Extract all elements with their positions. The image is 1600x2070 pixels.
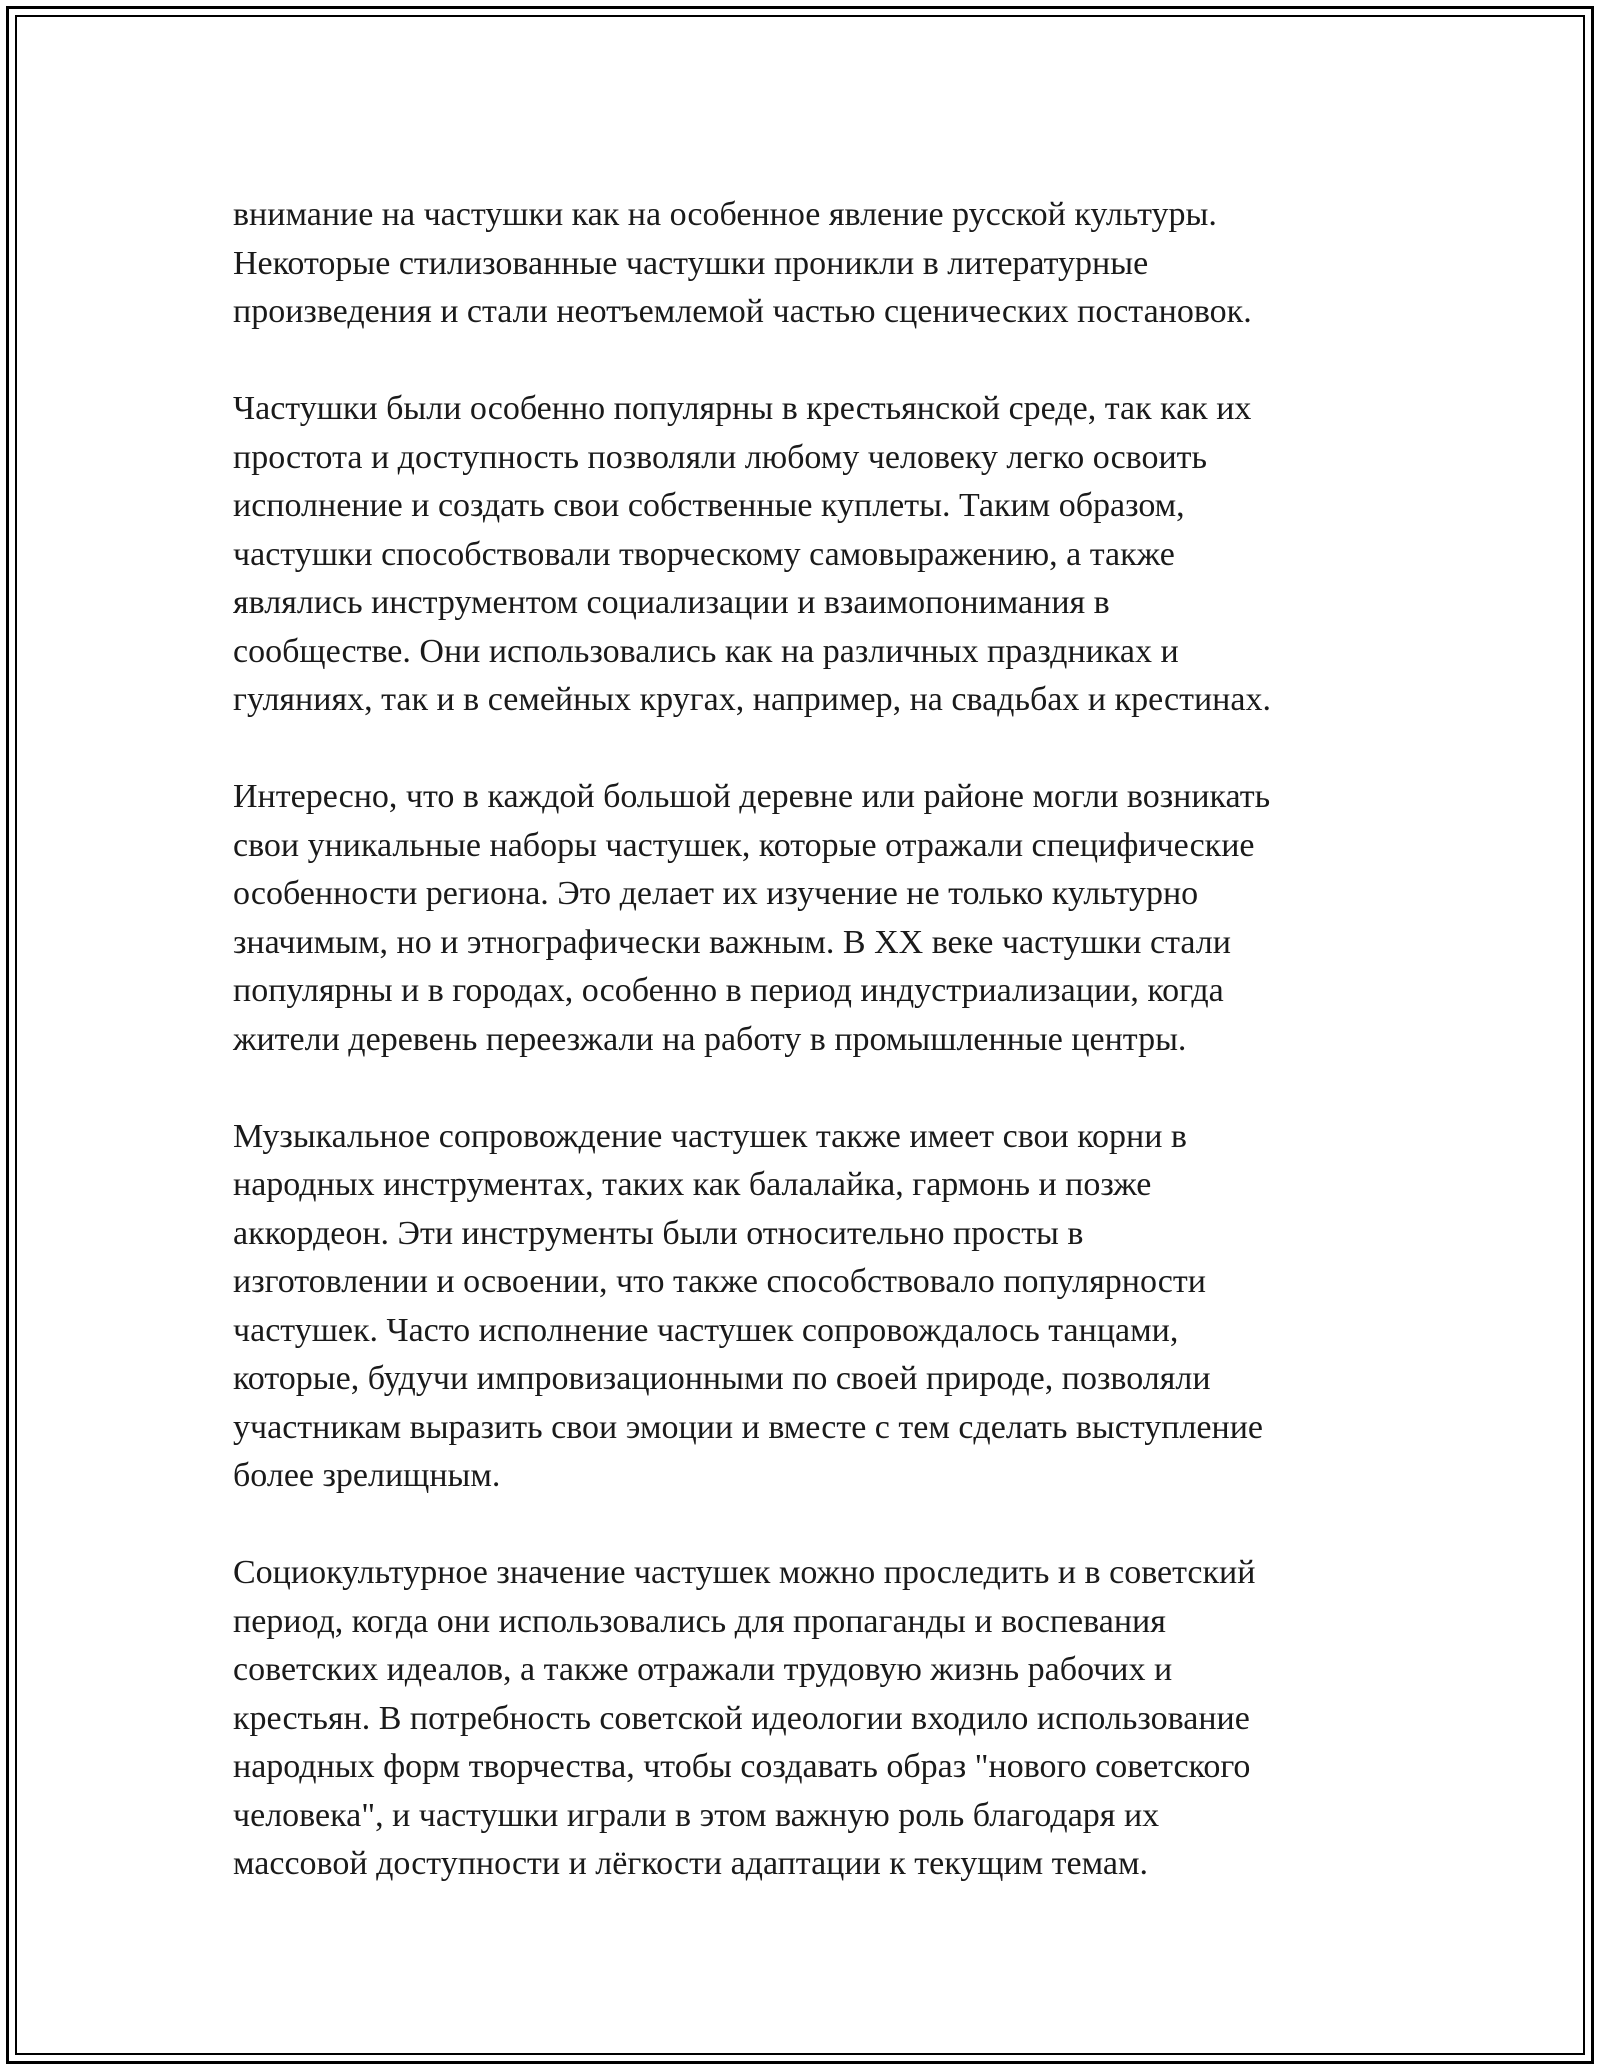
paragraph-3: Интересно, что в каждой большой деревне или районе могли возникать свои уникальные наборы частушек, которые отражали специфические особенности региона. Это делает их изучение не только культурно значимым, но и этнографически важным. В XX веке частушки стали популярны и в городах, особенно в период индустриализации, когда жители деревень переезжали на работу в промышленные центры. (233, 778, 1271, 1058)
paragraph-5: Социокультурное значение частушек можно проследить и в советский период, когда они использовались для пропаганды и воспевания советских идеалов, а также отражали трудовую жизнь рабочих и крестьян. В потребность советской идеологии входило использование народных форм творчества, чтобы создавать образ "нового советского человека", и частушки играли в этом важную роль благодаря их массовой доступности и лёгкости адаптации к текущим темам. (233, 1554, 1256, 1882)
paragraph-4: Музыкальное сопровождение частушек также имеет свои корни в народных инструментах, таких как балалайка, гармонь и позже аккордеон. Эти инструменты были относительно просты в изготовлении и освоении, что также способствовало популярности частушек. Часто исполнение частушек сопровождалось танцами, которые, будучи импровизационными по своей природе, позволяли участникам выразить свои эмоции и вместе с тем сделать выступление более зрелищным. (233, 1117, 1263, 1494)
document-page (6, 6, 1594, 2064)
paragraph-1: внимание на частушки как на особенное явление русской культуры. Некоторые стилизованные частушки проникли в литературные произведения и стали неотъемлемой частью сценических постановок. (233, 196, 1252, 330)
document-body (233, 191, 1383, 1937)
paragraph-2: Частушки были особенно популярны в крестьянской среде, так как их простота и доступность позволяли любому человеку легко освоить исполнение и создать свои собственные куплеты. Таким образом, частушки способствовали творческому самовыражению, а также являлись инструментом социализации и взаимопонимания в сообществе. Они использовались как на различных праздниках и гуляниях, так и в семейных кругах, например, на свадьбах и крестинах. (233, 390, 1271, 718)
